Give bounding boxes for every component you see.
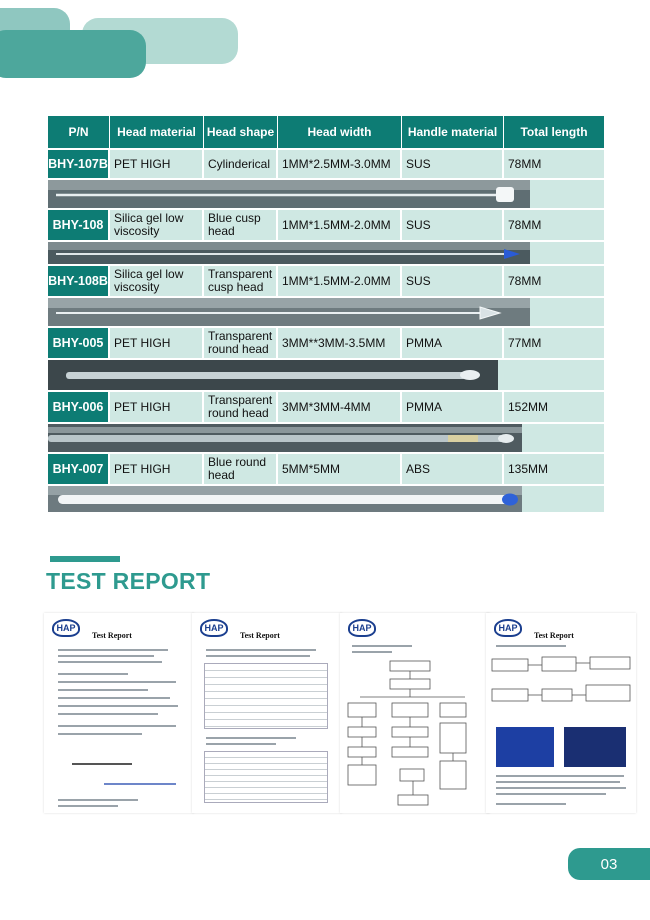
cell-total-length: 78MM	[504, 210, 604, 240]
cell-pn: BHY-108	[48, 210, 110, 240]
cell-pn: BHY-006	[48, 392, 110, 422]
cell-total-length: 78MM	[504, 150, 604, 178]
cell-pn: BHY-005	[48, 328, 110, 358]
cell-head-width: 3MM**3MM-3.5MM	[278, 328, 402, 358]
cell-head-shape: Transparent round head	[204, 392, 278, 422]
cell-head-material: PET HIGH	[110, 328, 204, 358]
swab-long-pmma-image	[48, 424, 604, 452]
header-total-length: Total length	[520, 125, 588, 139]
cell-head-width: 1MM*1.5MM-2.0MM	[278, 266, 402, 296]
cell-total-length: 152MM	[504, 392, 604, 422]
cell-head-shape: Blue cusp head	[204, 210, 278, 240]
sample-photo-1	[496, 727, 554, 767]
section-accent-bar	[50, 556, 120, 562]
cell-head-width: 1MM*1.5MM-2.0MM	[278, 210, 402, 240]
test-report-2	[192, 613, 342, 813]
cell-pn: BHY-007	[48, 454, 110, 484]
table-row	[48, 150, 604, 178]
table-row	[48, 210, 604, 240]
report-title: Test Report	[92, 631, 132, 640]
cell-head-material: PET HIGH	[110, 454, 204, 484]
decor-blob-3	[0, 30, 146, 78]
cell-head-shape: Transparent cusp head	[204, 266, 278, 296]
test-report-3	[340, 613, 490, 813]
test-report-4	[486, 613, 636, 813]
cell-head-width: 1MM*2.5MM-3.0MM	[278, 150, 402, 178]
header-head-width: Head width	[278, 116, 402, 148]
page-number: 03	[568, 848, 650, 880]
cell-head-width: 3MM*3MM-4MM	[278, 392, 402, 422]
cell-head-material: Silica gel low viscosity	[110, 266, 204, 296]
cell-handle-material: ABS	[402, 454, 504, 484]
table-row	[48, 454, 604, 484]
swab-transparent-cusp-image	[48, 298, 604, 326]
cell-pn: BHY-107B	[48, 150, 110, 178]
header-head-shape: Head shape	[204, 116, 278, 148]
cell-head-shape: Transparent round head	[204, 328, 278, 358]
cell-head-material: PET HIGH	[110, 392, 204, 422]
section-title: TEST REPORT	[46, 568, 211, 594]
swab-round-pmma-image	[48, 360, 604, 390]
cell-head-width: 5MM*5MM	[278, 454, 402, 484]
hap-logo-icon: HAP	[200, 619, 228, 637]
test-report-1	[44, 613, 194, 813]
cell-head-material: PET HIGH	[110, 150, 204, 178]
cell-handle-material: SUS	[402, 150, 504, 178]
spec-table	[48, 116, 604, 512]
report-title: Test Report	[240, 631, 280, 640]
table-row	[48, 392, 604, 422]
cell-handle-material: SUS	[402, 210, 504, 240]
cell-handle-material: PMMA	[402, 392, 504, 422]
cell-head-shape: Blue round head	[204, 454, 278, 484]
cell-pn: BHY-108B	[48, 266, 110, 296]
process-diagram	[486, 651, 636, 721]
cell-head-shape: Cylinderical	[204, 150, 278, 178]
swab-blue-cusp-image	[48, 242, 604, 264]
cell-total-length: 78MM	[504, 266, 604, 296]
hap-logo-icon: HAP	[52, 619, 80, 637]
cell-total-length: 135MM	[504, 454, 604, 484]
report-title: Test Report	[534, 631, 574, 640]
sample-photo-2	[564, 727, 626, 767]
flowchart-diagram	[340, 657, 490, 813]
hap-logo-icon: HAP	[348, 619, 376, 637]
cell-total-length: 77MM	[504, 328, 604, 358]
header-head-material: Head material	[110, 116, 204, 148]
cell-handle-material: SUS	[402, 266, 504, 296]
cell-handle-material: PMMA	[402, 328, 504, 358]
swab-blue-round-abs-image	[48, 486, 604, 512]
table-header	[48, 116, 604, 148]
table-row	[48, 266, 604, 296]
table-row	[48, 328, 604, 358]
header-pn: P/N	[48, 116, 110, 148]
cell-head-material: Silica gel low viscosity	[110, 210, 204, 240]
swab-cylindrical-image	[48, 180, 604, 208]
hap-logo-icon: HAP	[494, 619, 522, 637]
header-handle-material: Handle material	[402, 116, 504, 148]
